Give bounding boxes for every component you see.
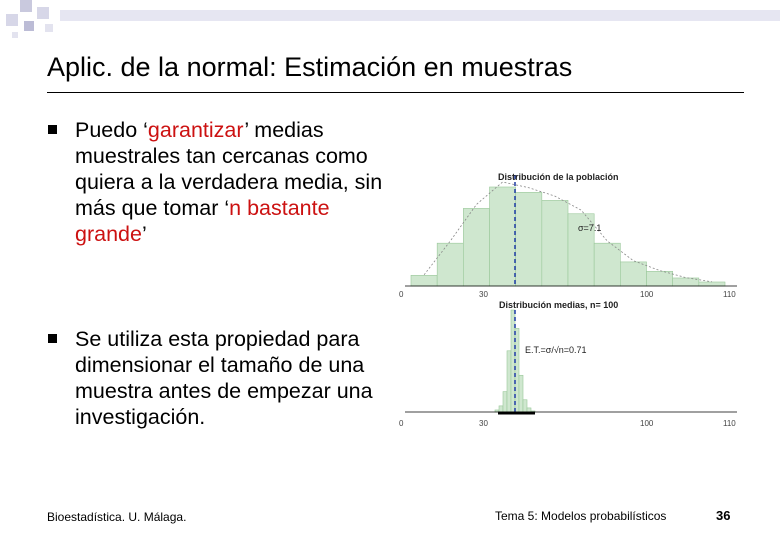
bullet-marker-2 bbox=[48, 334, 57, 343]
means-tick-0: 0 bbox=[399, 419, 404, 428]
means-bar-7 bbox=[519, 375, 523, 412]
population-bar-6 bbox=[542, 200, 568, 286]
bullet-1-part-2: ’ medias muestrales tan cercanas como quiera a la verdadera media, sin más que tomar ‘ bbox=[75, 118, 383, 220]
page-number: 36 bbox=[716, 508, 731, 523]
bullet-1-part-1: Puedo ‘ bbox=[75, 118, 148, 142]
population-bar-5 bbox=[516, 192, 542, 286]
sample-means-distribution-chart bbox=[395, 298, 745, 438]
bullet-text-1 bbox=[75, 117, 385, 247]
population-bar-11 bbox=[673, 278, 699, 286]
slide-title: Aplic. de la normal: Estimación en muestras bbox=[47, 52, 573, 82]
population-bar-9 bbox=[620, 262, 646, 286]
population-tick-1: 30 bbox=[479, 290, 488, 299]
title-divider bbox=[47, 92, 744, 93]
population-bar-3 bbox=[463, 208, 489, 286]
population-bar-10 bbox=[647, 271, 673, 286]
bullet-1-part-3: ’ bbox=[141, 222, 147, 246]
bullet-1-highlight-2: n bastante grande bbox=[75, 196, 330, 246]
population-tick-3: 100 bbox=[640, 290, 654, 299]
means-bar-9 bbox=[527, 408, 531, 412]
bullet-text-2: Se utiliza esta propiedad para dimensionar el tamaño de una muestra antes de empezar una investigación. bbox=[75, 327, 373, 429]
population-tick-0: 0 bbox=[399, 290, 404, 299]
means-tick-3: 100 bbox=[640, 419, 654, 428]
population-bar-2 bbox=[437, 243, 463, 286]
population-bar-1 bbox=[411, 275, 437, 286]
means-bar-3 bbox=[503, 392, 507, 412]
footer-institution: Bioestadística. U. Málaga. bbox=[47, 510, 187, 524]
population-distribution-chart bbox=[395, 165, 745, 305]
means-tick-1: 30 bbox=[479, 419, 488, 428]
bullet-marker-1 bbox=[48, 125, 57, 134]
population-bar-12 bbox=[699, 282, 725, 286]
footer-topic: Tema 5: Modelos probabilísticos bbox=[495, 509, 667, 523]
means-bar-8 bbox=[523, 400, 527, 412]
header-decoration bbox=[0, 0, 780, 40]
population-bar-8 bbox=[594, 243, 620, 286]
means-se-label: E.T.=σ/√n=0.71 bbox=[525, 345, 587, 355]
population-sigma-label: σ=7.1 bbox=[578, 223, 602, 233]
means-bar-4 bbox=[507, 351, 511, 412]
means-bar-2 bbox=[499, 406, 503, 412]
means-tick-4: 110 bbox=[723, 419, 736, 428]
population-bar-4 bbox=[490, 187, 516, 286]
population-chart-title: Distribución de la población bbox=[498, 172, 619, 182]
bullet-1-highlight-1: garantizar bbox=[147, 118, 245, 142]
population-tick-4: 110 bbox=[723, 290, 736, 299]
means-chart-title: Distribución medias, n= 100 bbox=[499, 300, 619, 310]
